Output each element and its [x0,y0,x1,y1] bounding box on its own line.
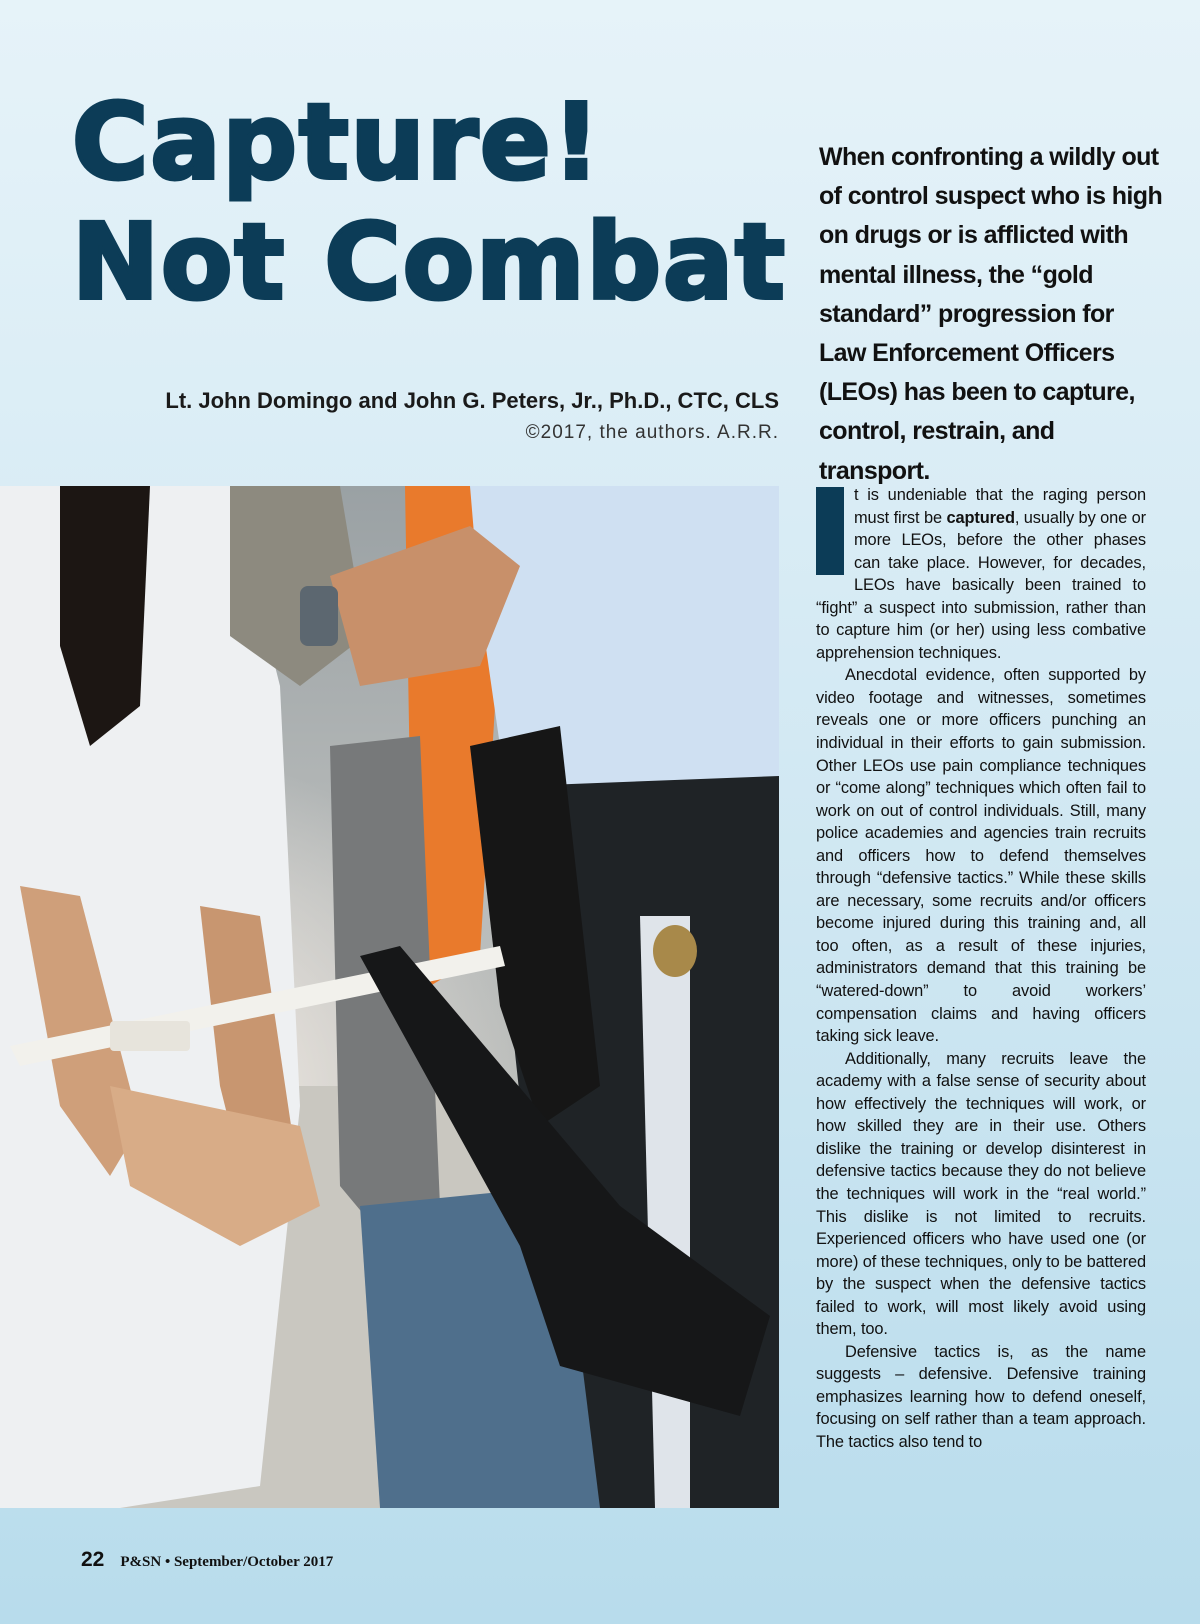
p1-text-end: , usually by one or more LEOs, before the other phases can take place. However, for decades, LEOs have basically been trained to “fight” a suspect into submission, rather than to capture him (or her) using less combative apprehension techniques. [816,508,1146,662]
byline-authors: Lt. John Domingo and John G. Peters, Jr., Ph.D., CTC, CLS [165,388,779,413]
p1-bold-word: captured [946,508,1015,527]
body-paragraph-4: Defensive tactics is, as the name suggests – defensive. Defensive training emphasizes learning how to defend oneself, focusing on self rather than a team approach. The tactics also tend to [816,1342,1146,1451]
publication-info: P&SN • September/October 2017 [120,1554,334,1570]
body-paragraph-2: Anecdotal evidence, often supported by video footage and witnesses, sometimes reveals one or more officers punching an individual in their efforts to gain submission. Other LEOs use pain compliance techniques or “come along” techniques which often fail to work on out of control individuals. Still, many police academies and agencies train recruits and officers how to defend themselves through “defensive tactics.” While these skills are necessary, some recruits and/or officers become injured during this training and, all too often, as a result of these injuries, administrators demand that this training be “watered-down” to avoid workers’ compensation claims and having officers taking sick leave. [816,666,1146,1046]
page-number: 22 [81,1548,105,1571]
article-dek: When confronting a wildly out of control suspect who is high on drugs or is afflicted with mental illness, the “gold standard” progression for Law Enforcement Officers (LEOs) has been to capture, control, restrain, and transport. [819,143,1163,485]
title-line-1: Capture! [72,81,602,203]
article-title [72,82,792,322]
body-paragraph-3: Additionally, many recruits leave the academy with a false sense of security about how effectively the techniques will work, or how skilled they are in their use. Others dislike the training or develop disinterest in defensive tactics because they do not believe the techniques will work in the “real world.” This dislike is not limited to recruits. Experienced officers who have used one (or more) of these techniques, only to be battered by the suspect when the defensive tactics failed to work, will most likely avoid using them, too. [816,1049,1146,1339]
body-paragraph-1 [816,484,1146,664]
page-footer [81,1548,333,1572]
article-photo [0,486,779,1508]
photo-illustration [0,486,779,1508]
byline-copyright: ©2017, the authors. A.R.R. [525,422,779,443]
article-body [816,484,1146,1454]
p1-text-start: t is undeniable that the raging person must first be [854,486,1146,527]
drop-cap: I [816,487,844,575]
title-line-2: Not Combat [72,201,787,323]
